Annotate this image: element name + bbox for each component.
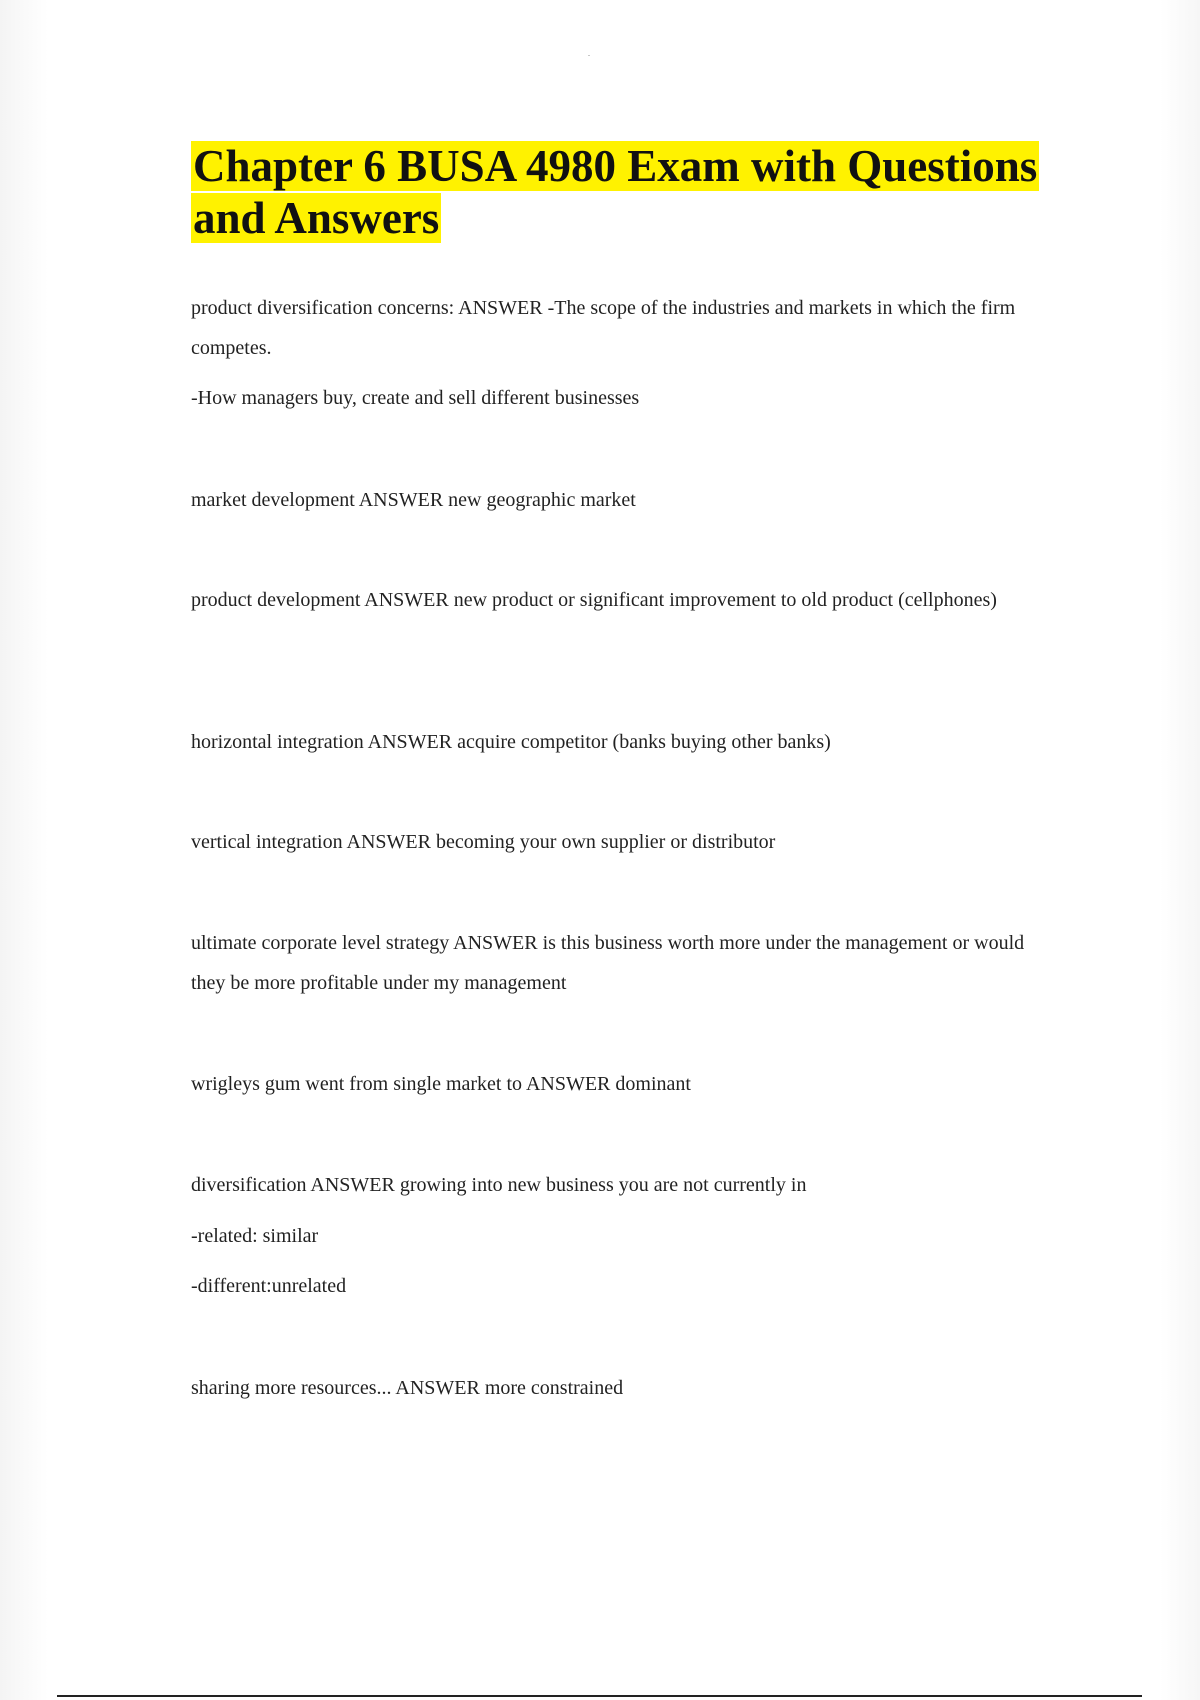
qa-entry-related: -related: similar [191,1225,319,1247]
page-edge-left [0,0,48,1700]
qa-entry-different: -different:unrelated [191,1275,347,1297]
qa-entry-wrigleys-gum: wrigleys gum went from single market to ANSWER dominant [191,1073,691,1095]
qa-entry-market-development: market development ANSWER new geographic market [191,489,636,511]
qa-entry-vertical-integration: vertical integration ANSWER becoming your own supplier or distributor [191,831,776,853]
page-edge-right [1160,0,1200,1700]
qa-entry-horizontal-integration: horizontal integration ANSWER acquire competitor (banks buying other banks) [191,731,831,753]
document-title [191,140,1071,244]
qa-entry-how-managers: -How managers buy, create and sell different businesses [191,387,640,409]
title-highlight-line-1: Chapter 6 BUSA 4980 Exam with Questions [193,141,1038,191]
qa-entry-sharing-resources: sharing more resources... ANSWER more constrained [191,1377,624,1399]
qa-entry-product-diversification: product diversification concerns: ANSWER -The scope of the industries and markets in which the firm competes. [191,297,1016,359]
footer-divider [57,1695,1142,1697]
title-highlight-line-2: and Answers [193,193,440,243]
qa-entry-product-development: product development ANSWER new product or significant improvement to old product (cellphones) [191,589,997,611]
qa-entry-ultimate-strategy: ultimate corporate level strategy ANSWER is this business worth more under the management or would they be more profitable under my management [191,932,1025,994]
qa-entry-diversification: diversification ANSWER growing into new business you are not currently in [191,1174,807,1196]
page-speck [588,55,590,56]
